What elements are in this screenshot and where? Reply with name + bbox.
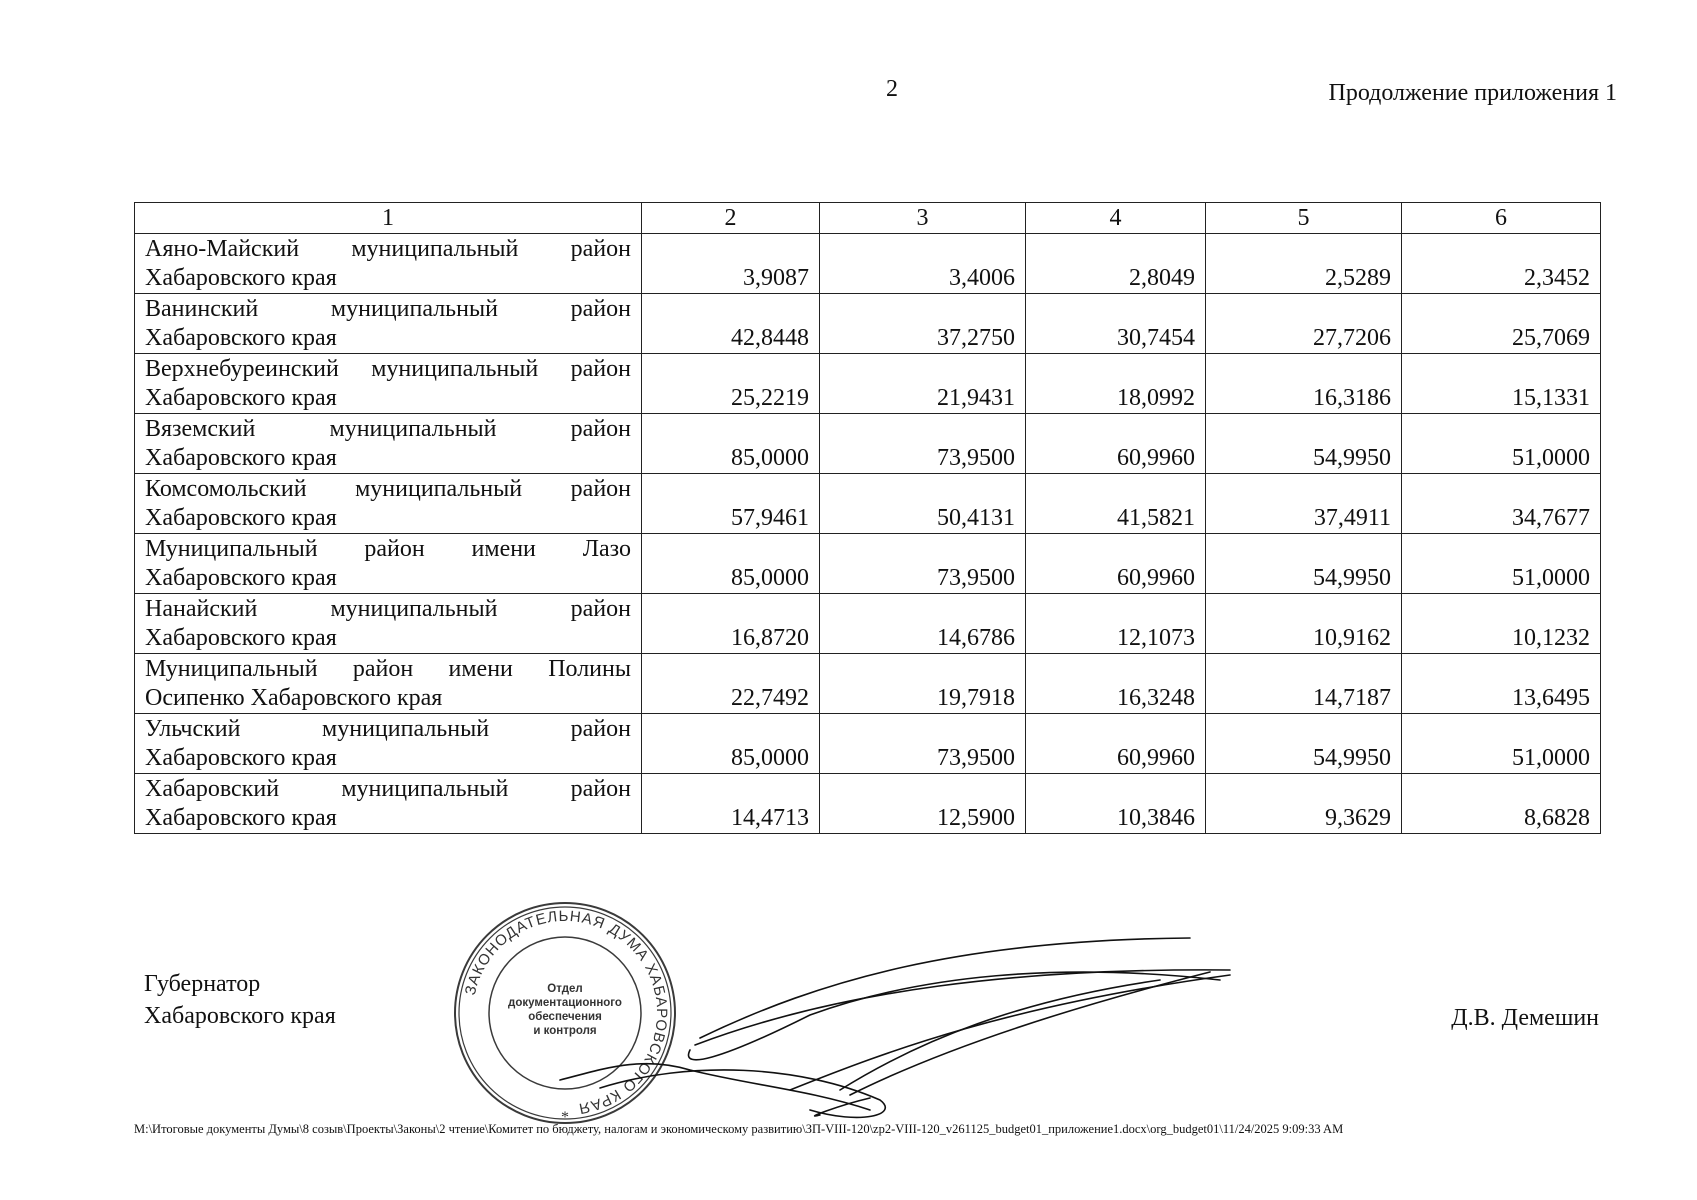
seal-inner-line2: документационного bbox=[508, 997, 622, 1009]
value-cell-col3: 19,7918 bbox=[820, 654, 1026, 714]
value-cell-col4: 41,5821 bbox=[1026, 474, 1206, 534]
value-cell-col6: 51,0000 bbox=[1402, 414, 1601, 474]
district-name-cell bbox=[135, 534, 642, 594]
district-name-cell bbox=[135, 354, 642, 414]
appendix-continuation-label: Продолжение приложения 1 bbox=[1328, 80, 1617, 106]
value-cell-col3: 21,9431 bbox=[820, 354, 1026, 414]
value-cell-col4: 12,1073 bbox=[1026, 594, 1206, 654]
district-name-line1: Ульчский муниципальный район bbox=[145, 716, 631, 742]
table-header-row bbox=[135, 203, 1601, 234]
column-header-5: 5 bbox=[1206, 203, 1402, 234]
table-body bbox=[135, 234, 1601, 834]
district-name-line2: Хабаровского края bbox=[145, 265, 337, 291]
value-cell-col5: 37,4911 bbox=[1206, 474, 1402, 534]
page-number: 2 bbox=[886, 76, 898, 102]
value-cell-col3: 73,9500 bbox=[820, 414, 1026, 474]
value-cell-col6: 51,0000 bbox=[1402, 534, 1601, 594]
value-cell-col3: 3,4006 bbox=[820, 234, 1026, 294]
value-cell-col5: 10,9162 bbox=[1206, 594, 1402, 654]
value-cell-col4: 60,9960 bbox=[1026, 714, 1206, 774]
value-cell-col6: 2,3452 bbox=[1402, 234, 1601, 294]
value-cell-col5: 16,3186 bbox=[1206, 354, 1402, 414]
value-cell-col6: 13,6495 bbox=[1402, 654, 1601, 714]
value-cell-col5: 54,9950 bbox=[1206, 714, 1402, 774]
signatory-name: Д.В. Демешин bbox=[1451, 1005, 1599, 1031]
seal-inner-line1: Отдел bbox=[547, 983, 583, 995]
signatory-title-line2: Хабаровского края bbox=[144, 1003, 336, 1029]
value-cell-col4: 18,0992 bbox=[1026, 354, 1206, 414]
district-name-line2: Хабаровского края bbox=[145, 385, 337, 411]
value-cell-col5: 54,9950 bbox=[1206, 414, 1402, 474]
district-name-cell bbox=[135, 654, 642, 714]
seal-inner-line3: обеспечения bbox=[528, 1011, 602, 1023]
value-cell-col3: 14,6786 bbox=[820, 594, 1026, 654]
district-name-line1: Хабаровский муниципальный район bbox=[145, 776, 631, 802]
column-header-1: 1 bbox=[135, 203, 642, 234]
table-row bbox=[135, 234, 1601, 294]
value-cell-col3: 37,2750 bbox=[820, 294, 1026, 354]
table-row bbox=[135, 774, 1601, 834]
district-name-cell bbox=[135, 774, 642, 834]
district-name-line2: Хабаровского края bbox=[145, 625, 337, 651]
value-cell-col3: 73,9500 bbox=[820, 714, 1026, 774]
value-cell-col4: 2,8049 bbox=[1026, 234, 1206, 294]
seal-star-icon: * bbox=[561, 1109, 569, 1126]
value-cell-col5: 14,7187 bbox=[1206, 654, 1402, 714]
value-cell-col2: 57,9461 bbox=[642, 474, 820, 534]
value-cell-col4: 16,3248 bbox=[1026, 654, 1206, 714]
district-name-line2: Осипенко Хабаровского края bbox=[145, 685, 443, 711]
value-cell-col2: 16,8720 bbox=[642, 594, 820, 654]
value-cell-col3: 50,4131 bbox=[820, 474, 1026, 534]
district-name-line2: Хабаровского края bbox=[145, 565, 337, 591]
value-cell-col2: 22,7492 bbox=[642, 654, 820, 714]
value-cell-col2: 3,9087 bbox=[642, 234, 820, 294]
column-header-3: 3 bbox=[820, 203, 1026, 234]
signatory-title bbox=[144, 968, 336, 1032]
seal-inner-line4: и контроля bbox=[533, 1025, 597, 1037]
district-name-line1: Ванинский муниципальный район bbox=[145, 296, 631, 322]
document-file-path: M:\Итоговые документы Думы\8 созыв\Проекты\Законы\2 чтение\Комитет по бюджету, налогам и экономическому развитию\ЗП-VIII-120\zp2-VIII-120_v261125_budget01_приложение1.docx\org_budget01\11/24/2025 9:09:33 AM bbox=[134, 1122, 1344, 1136]
district-name-line1: Аяно-Майский муниципальный район bbox=[145, 236, 631, 262]
district-name-line1: Вяземский муниципальный район bbox=[145, 416, 631, 442]
district-name-line1: Муниципальный район имени Лазо bbox=[145, 536, 631, 562]
value-cell-col6: 34,7677 bbox=[1402, 474, 1601, 534]
table-row bbox=[135, 534, 1601, 594]
table-row bbox=[135, 414, 1601, 474]
value-cell-col6: 51,0000 bbox=[1402, 714, 1601, 774]
seal-outer-text: ЗАКОНОДАТЕЛЬНАЯ ДУМА ХАБАРОВСКОГО КРАЯ bbox=[461, 907, 671, 1118]
district-name-cell bbox=[135, 714, 642, 774]
value-cell-col5: 2,5289 bbox=[1206, 234, 1402, 294]
district-name-line1: Муниципальный район имени Полины bbox=[145, 656, 631, 682]
district-name-line2: Хабаровского края bbox=[145, 805, 337, 831]
value-cell-col6: 10,1232 bbox=[1402, 594, 1601, 654]
table-row bbox=[135, 354, 1601, 414]
value-cell-col6: 8,6828 bbox=[1402, 774, 1601, 834]
value-cell-col5: 54,9950 bbox=[1206, 534, 1402, 594]
signatory-title-line1: Губернатор bbox=[144, 971, 261, 997]
value-cell-col4: 10,3846 bbox=[1026, 774, 1206, 834]
district-name-line2: Хабаровского края bbox=[145, 445, 337, 471]
value-cell-col2: 25,2219 bbox=[642, 354, 820, 414]
district-name-line2: Хабаровского края bbox=[145, 325, 337, 351]
data-table bbox=[134, 202, 1601, 834]
district-name-line1: Нанайский муниципальный район bbox=[145, 596, 631, 622]
column-header-2: 2 bbox=[642, 203, 820, 234]
district-name-line1: Верхнебуреинский муниципальный район bbox=[145, 356, 631, 382]
table-row bbox=[135, 474, 1601, 534]
value-cell-col4: 60,9960 bbox=[1026, 414, 1206, 474]
value-cell-col4: 30,7454 bbox=[1026, 294, 1206, 354]
value-cell-col2: 85,0000 bbox=[642, 414, 820, 474]
value-cell-col6: 25,7069 bbox=[1402, 294, 1601, 354]
value-cell-col2: 85,0000 bbox=[642, 714, 820, 774]
value-cell-col2: 85,0000 bbox=[642, 534, 820, 594]
value-cell-col2: 14,4713 bbox=[642, 774, 820, 834]
district-name-cell bbox=[135, 594, 642, 654]
district-name-cell bbox=[135, 474, 642, 534]
column-header-4: 4 bbox=[1026, 203, 1206, 234]
table-row bbox=[135, 654, 1601, 714]
table-row bbox=[135, 594, 1601, 654]
value-cell-col4: 60,9960 bbox=[1026, 534, 1206, 594]
value-cell-col5: 27,7206 bbox=[1206, 294, 1402, 354]
value-cell-col6: 15,1331 bbox=[1402, 354, 1601, 414]
district-name-cell bbox=[135, 294, 642, 354]
district-name-line1: Комсомольский муниципальный район bbox=[145, 476, 631, 502]
district-name-cell bbox=[135, 414, 642, 474]
handwritten-signature bbox=[540, 920, 1240, 1130]
district-name-line2: Хабаровского края bbox=[145, 505, 337, 531]
value-cell-col2: 42,8448 bbox=[642, 294, 820, 354]
value-cell-col3: 12,5900 bbox=[820, 774, 1026, 834]
value-cell-col3: 73,9500 bbox=[820, 534, 1026, 594]
table-row bbox=[135, 714, 1601, 774]
district-name-cell bbox=[135, 234, 642, 294]
district-name-line2: Хабаровского края bbox=[145, 745, 337, 771]
table-row bbox=[135, 294, 1601, 354]
value-cell-col5: 9,3629 bbox=[1206, 774, 1402, 834]
column-header-6: 6 bbox=[1402, 203, 1601, 234]
